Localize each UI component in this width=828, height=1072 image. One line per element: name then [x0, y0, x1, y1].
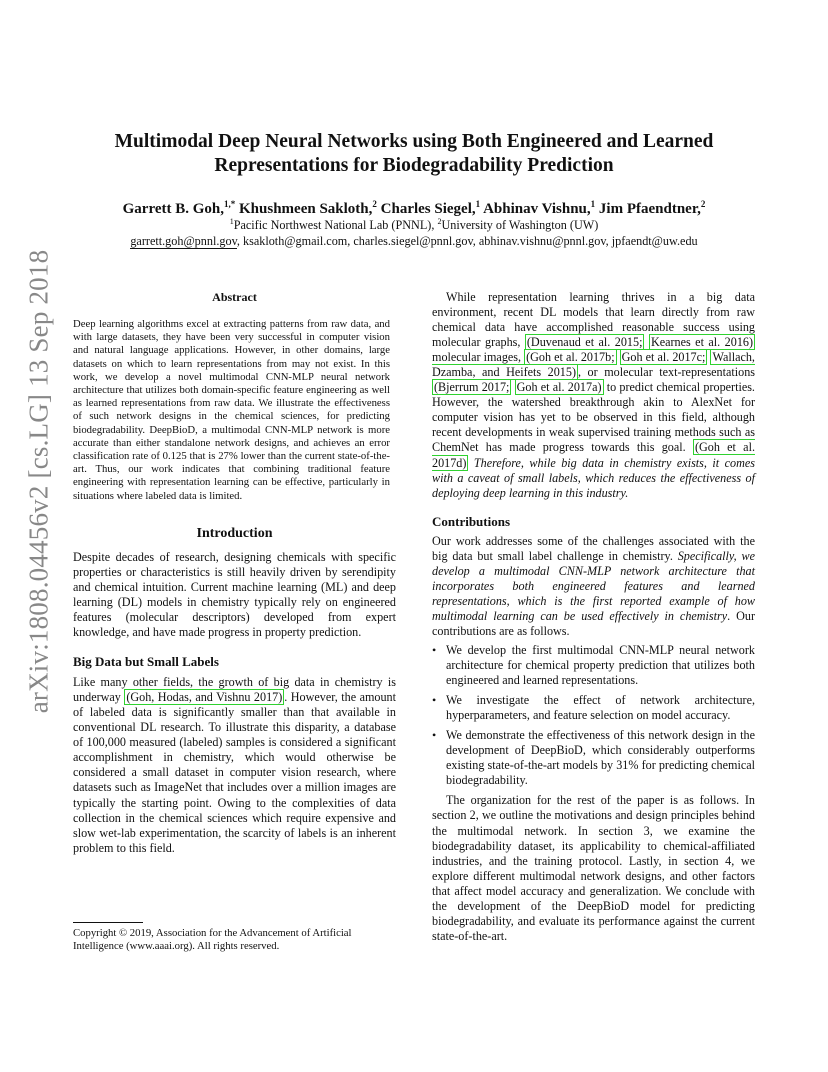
author-list: [40, 200, 788, 218]
list-item-text: We demonstrate the effectiveness of this network design in the development of DeepBioD, which considerably outperforms existing state-of-the-art models by 31% for predicting chemical biodegradability.: [446, 728, 755, 788]
big-data-heading: Big Data but Small Labels: [73, 654, 219, 670]
arxiv-stamp[interactable]: [22, 249, 56, 713]
author-name: Jim Pfaendtner,: [598, 201, 701, 217]
abstract-heading: Abstract: [212, 290, 257, 304]
right-column: [432, 290, 755, 944]
author-emails: [40, 234, 788, 249]
footnote-divider: [73, 922, 143, 923]
citation-link[interactable]: (Duvenaud et al. 2015;: [526, 335, 643, 350]
bullet-icon: •: [432, 728, 437, 743]
big-data-text-a: Like many other fields, the growth of big data in chemistry is underway: [73, 675, 396, 705]
other-emails: , ksakloth@gmail.com, charles.siegel@pnnl.gov, abhinav.vishnu@pnnl.gov, jpfaendt@uw.edu: [236, 234, 698, 248]
organization-paragraph: The organization for the rest of the paper is as follows. In section 2, we outline the motivations and design principles behind the multimodal network. In section 3, we examine the biodegradability dataset, its applicability to chemical-affiliated industries, and the training protocol. Lastly, in section 4, we explore different multimodal network designs, and other factors that affect model accuracy and generalization. We conclude with the development of the DeepBioD model for predicting biodegradability, and evaluate its performance against the current state-of-the-art.: [432, 793, 755, 943]
citation-link[interactable]: Kearnes et al. 2016): [650, 335, 753, 350]
arxiv-stamp-text: arXiv:1808.04456v2 [cs.LG] 13 Sep 2018: [23, 249, 54, 713]
copyright-footnote: Copyright © 2019, Association for the Advancement of Artificial Intelligence (www.aaai.org). All rights reserved.: [73, 927, 352, 952]
para-text-italic: Specifically, we develop a multimodal CNN-MLP network architecture that incorporates both engineered features and learned representations, which is the first reported example of how multimodal learning can be used effectively in chemistry: [432, 548, 755, 623]
citation-link[interactable]: (Goh et al. 2017b;: [526, 350, 615, 365]
corresponding-email-link[interactable]: garrett.goh@pnnl.gov: [130, 234, 237, 248]
affil-sup: 1: [229, 216, 234, 226]
para-text-italic: Therefore, while big data in chemistry exists, it comes with a caveat of small labels, which reduces the effectiveness of deploying deep learning in this industry.: [432, 455, 755, 500]
citation-link[interactable]: Goh et al. 2017c;: [621, 350, 706, 365]
big-data-text: [73, 675, 396, 856]
bullet-icon: •: [432, 642, 437, 657]
list-item-text: We develop the first multimodal CNN-MLP neural network architecture for chemical property prediction that utilizes both engineered and learned representations.: [446, 642, 755, 688]
big-data-text-b: . However, the amount of labeled data is significantly smaller than that available in conventional DL research. To illustrate this disparity, a database of 100,000 measured (labeled) samples is considered a significant accomplishment in chemistry, which would otherwise be considered a small dataset in computer vision research, where datasets such as ImageNet that includes over a million images are typically the starting point. Owing to the complexities of data collection in the chemical sciences which require expensive and slow wet-lab experimentation, the scarcity of labels is an inherent problem to this field.: [73, 690, 396, 855]
author-sup: 2: [372, 199, 377, 209]
affiliations: [40, 218, 788, 233]
author: [123, 201, 236, 217]
author-name: Abhinav Vishnu,: [483, 201, 591, 217]
author: [381, 201, 481, 217]
list-item: [432, 693, 755, 723]
paper-title: Multimodal Deep Neural Networks using Both Engineered and Learned Representations for Biodegradability Prediction: [114, 131, 714, 176]
author-name: Khushmeen Sakloth,: [239, 201, 373, 217]
citation-link[interactable]: (Bjerrum 2017;: [434, 380, 510, 395]
contributions-list: [432, 643, 755, 788]
para-text: . Our contributions are as follows.: [432, 608, 755, 638]
author-sup: 1: [590, 199, 596, 209]
author-sup: 1,*: [224, 199, 236, 209]
para-text: While representation learning thrives in a big data environment, recent DL models that learn directly from raw chemical data have accomplished reasonable success using molecular graphs,: [432, 290, 755, 350]
abstract-text: Deep learning algorithms excel at extracting patterns from raw data, and with large datasets, they have been very successful in computer vision and natural language applications. However, in other domains, large datasets on which to learn representations from may not exist. In this work, we develop a novel multimodal CNN-MLP neural network architecture that utilizes both domain-specific feature engineering as well as learned representations from raw data. We illustrate the effectiveness of such network designs in the chemical sciences, for predicting biodegradability. DeepBioD, a multimodal CNN-MLP network is more accurate than either standalone network designs, and achieves an error classification rate of 0.125 that is 27% lower than the current state-of-the-art. Thus, our work indicates that combining traditional feature engineering with representation learning can be effective, particularly in situations where labeled data is limited.: [73, 318, 390, 502]
citation-link[interactable]: Goh et al. 2017a): [516, 380, 602, 395]
author-name: Charles Siegel,: [380, 201, 476, 217]
author: [483, 201, 595, 217]
author: [599, 201, 705, 217]
citation-link[interactable]: (Goh, Hodas, and Vishnu 2017): [126, 690, 283, 705]
para-text: molecular images,: [432, 350, 525, 365]
author: [239, 201, 377, 217]
representation-learning-paragraph: [432, 290, 755, 501]
para-text: , or molecular text-representations: [577, 365, 755, 380]
bullet-icon: •: [432, 693, 437, 708]
para-text: to predict chemical properties. However, the watershed breakthrough akin to AlexNet for computer vision has yet to be observed in this field, although recent developments in weak supervised training methods such as ChemNet has made progress towards this goal.: [432, 380, 755, 455]
left-column: [73, 290, 396, 856]
author-sup: 2: [700, 199, 706, 209]
author-sup: 1: [475, 199, 481, 209]
citation-link[interactable]: Wallach, Dzamba, and Heifets 2015): [432, 350, 755, 380]
introduction-text: Despite decades of research, designing chemicals with specific properties or characteristics is still heavily driven by serendipity and chemical intuition. Current machine learning (ML) and deep learning (DL) models in chemistry typically rely on engineered features (molecular descriptors) developed from expert knowledge, and have made progress in property prediction.: [73, 549, 396, 640]
contributions-intro: [432, 534, 755, 639]
introduction-heading: Introduction: [196, 525, 273, 541]
citation-link[interactable]: (Goh et al. 2017d): [432, 440, 755, 470]
contributions-heading: Contributions: [432, 513, 511, 529]
affil-sup: 2: [437, 216, 442, 226]
para-text: Our work addresses some of the challenges associated with the big data but small label challenge in chemistry.: [432, 533, 755, 563]
list-item-text: We investigate the effect of network architecture, hyperparameters, and feature selection on model accuracy.: [446, 693, 755, 723]
list-item: [432, 728, 755, 788]
affil-pnnl: Pacific Northwest National Lab (PNNL),: [233, 218, 438, 232]
list-item: [432, 643, 755, 688]
affil-uw: University of Washington (UW): [441, 218, 599, 232]
author-name: Garrett B. Goh,: [122, 201, 225, 217]
